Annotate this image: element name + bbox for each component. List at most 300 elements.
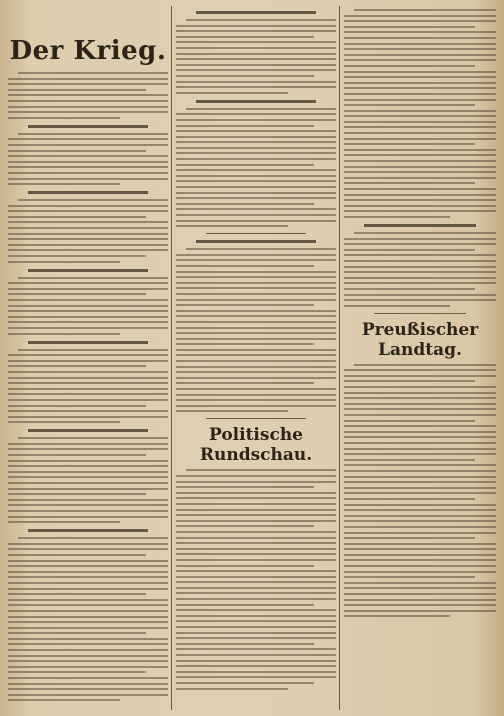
text-line xyxy=(176,197,336,199)
text-line xyxy=(344,380,475,382)
text-line xyxy=(8,560,168,562)
text-line xyxy=(176,175,336,177)
text-line xyxy=(344,31,496,33)
text-line xyxy=(344,249,475,251)
text-line xyxy=(176,299,336,301)
text-line xyxy=(344,115,496,117)
text-line xyxy=(176,58,336,60)
text-line xyxy=(176,604,314,606)
text-line xyxy=(176,548,336,550)
subheading-bar xyxy=(364,224,476,227)
text-line xyxy=(344,71,496,73)
text-line xyxy=(8,410,168,412)
text-line xyxy=(8,377,168,379)
text-line xyxy=(176,503,336,505)
text-line xyxy=(8,493,146,495)
text-line xyxy=(8,616,168,618)
text-line xyxy=(176,481,336,483)
text-line xyxy=(8,677,168,679)
text-line xyxy=(176,47,336,49)
text-block xyxy=(344,364,496,618)
text-line xyxy=(176,592,336,594)
text-line xyxy=(344,59,496,61)
text-line xyxy=(8,521,120,523)
text-line xyxy=(8,221,168,223)
text-line xyxy=(8,499,168,501)
text-line xyxy=(8,593,146,595)
text-line xyxy=(186,108,336,110)
text-line xyxy=(8,227,168,229)
text-line xyxy=(344,149,496,151)
text-line xyxy=(176,169,336,171)
text-line xyxy=(176,349,336,351)
text-line xyxy=(176,559,336,561)
text-line xyxy=(176,497,336,499)
text-line xyxy=(176,338,336,340)
text-block xyxy=(176,108,336,227)
text-line xyxy=(8,210,168,212)
text-line xyxy=(344,420,475,422)
text-line xyxy=(344,171,496,173)
text-line xyxy=(344,177,496,179)
text-line xyxy=(344,288,475,290)
subheading-bar xyxy=(28,341,148,344)
text-line xyxy=(8,405,146,407)
text-line xyxy=(344,403,496,405)
text-line xyxy=(8,155,168,157)
text-line xyxy=(8,305,168,307)
text-line xyxy=(8,161,168,163)
left-column xyxy=(8,6,168,710)
text-line xyxy=(8,683,168,685)
text-line xyxy=(8,448,168,450)
text-line xyxy=(176,276,336,278)
text-line xyxy=(344,498,475,500)
text-line xyxy=(344,526,496,528)
text-line xyxy=(176,180,336,182)
text-line xyxy=(8,166,168,168)
text-line xyxy=(344,565,496,567)
text-line xyxy=(344,369,496,371)
text-line xyxy=(176,25,336,27)
text-line xyxy=(176,360,336,362)
text-line xyxy=(344,48,496,50)
text-line xyxy=(176,626,336,628)
text-line xyxy=(344,260,496,262)
text-line xyxy=(176,371,336,373)
text-line xyxy=(176,203,314,205)
text-line xyxy=(344,54,496,56)
text-line xyxy=(8,599,168,601)
text-line xyxy=(344,93,496,95)
text-line xyxy=(344,99,496,101)
text-line xyxy=(8,244,168,246)
text-line xyxy=(176,41,336,43)
text-block xyxy=(176,469,336,689)
text-line xyxy=(344,299,496,301)
text-line xyxy=(8,416,168,418)
text-line xyxy=(344,76,496,78)
text-line xyxy=(176,410,288,412)
text-line xyxy=(8,310,168,312)
text-line xyxy=(8,150,146,152)
text-line xyxy=(176,388,336,390)
text-line xyxy=(344,504,496,506)
text-line xyxy=(176,660,336,662)
text-line xyxy=(18,199,168,201)
text-line xyxy=(344,277,496,279)
text-line xyxy=(344,104,475,106)
text-line xyxy=(176,75,314,77)
text-line xyxy=(176,343,314,345)
text-line xyxy=(344,160,496,162)
text-line xyxy=(344,166,496,168)
text-line xyxy=(8,649,168,651)
text-line xyxy=(176,676,336,678)
text-line xyxy=(176,643,314,645)
text-line xyxy=(176,310,336,312)
text-line xyxy=(18,537,168,539)
text-line xyxy=(176,542,336,544)
text-line xyxy=(176,405,336,407)
text-line xyxy=(344,386,496,388)
text-line xyxy=(344,216,450,218)
headline-landtag: Preußischer Landtag. xyxy=(361,319,479,360)
text-line xyxy=(176,64,336,66)
text-block xyxy=(8,72,168,119)
text-line xyxy=(8,621,168,623)
text-line xyxy=(176,293,336,295)
text-line xyxy=(176,125,314,127)
text-line xyxy=(344,238,496,240)
text-line xyxy=(344,132,496,134)
text-line xyxy=(344,305,450,307)
text-line xyxy=(186,248,336,250)
text-line xyxy=(8,504,168,506)
text-line xyxy=(8,393,168,395)
text-line xyxy=(176,53,336,55)
subheading-bar xyxy=(196,11,316,14)
text-line xyxy=(344,243,496,245)
text-line xyxy=(344,453,496,455)
text-line xyxy=(8,288,168,290)
text-line xyxy=(176,486,314,488)
text-line xyxy=(8,471,168,473)
text-line xyxy=(176,366,336,368)
text-line xyxy=(344,87,496,89)
text-line xyxy=(176,576,336,578)
text-line xyxy=(176,682,314,684)
text-line xyxy=(344,431,496,433)
text-line xyxy=(176,615,336,617)
text-line xyxy=(176,520,336,522)
text-line xyxy=(176,637,336,639)
text-line xyxy=(176,581,336,583)
text-line xyxy=(8,316,168,318)
text-line xyxy=(354,232,496,234)
text-line xyxy=(344,154,496,156)
subheading-bar xyxy=(28,429,148,432)
text-line xyxy=(176,36,314,38)
text-block xyxy=(344,232,496,307)
text-line xyxy=(176,587,336,589)
text-line xyxy=(176,394,336,396)
text-line xyxy=(176,492,336,494)
text-line xyxy=(176,570,336,572)
subheading-bar xyxy=(196,100,316,103)
text-line xyxy=(8,293,146,295)
text-line xyxy=(8,688,168,690)
text-line xyxy=(344,271,496,273)
text-line xyxy=(344,205,496,207)
text-line xyxy=(8,111,168,113)
text-line xyxy=(176,354,336,356)
text-line xyxy=(8,610,168,612)
text-line xyxy=(344,476,496,478)
text-line xyxy=(8,138,168,140)
text-line xyxy=(8,488,168,490)
text-line xyxy=(8,388,168,390)
text-line xyxy=(344,210,496,212)
text-line xyxy=(176,620,336,622)
text-line xyxy=(186,469,336,471)
text-line xyxy=(344,121,496,123)
text-line xyxy=(186,19,336,21)
text-line xyxy=(8,443,168,445)
text-line xyxy=(8,255,146,257)
text-line xyxy=(176,265,314,267)
text-line xyxy=(8,172,168,174)
text-line xyxy=(344,487,496,489)
text-line xyxy=(176,69,336,71)
text-line xyxy=(344,593,496,595)
text-line xyxy=(8,354,168,356)
text-line xyxy=(8,249,168,251)
text-line xyxy=(176,220,336,222)
text-line xyxy=(344,194,496,196)
text-line xyxy=(8,699,120,701)
text-line xyxy=(344,515,496,517)
subheading-bar xyxy=(28,125,148,128)
text-line xyxy=(176,186,336,188)
text-block xyxy=(8,537,168,701)
text-line xyxy=(8,510,168,512)
text-line xyxy=(176,671,336,673)
text-line xyxy=(344,599,496,601)
text-line xyxy=(8,655,168,657)
text-line xyxy=(344,188,496,190)
text-line xyxy=(8,94,168,96)
text-line xyxy=(354,364,496,366)
text-line xyxy=(344,182,475,184)
text-block xyxy=(344,9,496,218)
text-line xyxy=(344,582,496,584)
text-line xyxy=(344,414,496,416)
text-line xyxy=(176,208,336,210)
subheading-bar xyxy=(28,269,148,272)
text-line xyxy=(176,332,336,334)
text-line xyxy=(344,464,496,466)
subheading-bar xyxy=(28,191,148,194)
text-line xyxy=(344,254,496,256)
text-line xyxy=(176,598,336,600)
text-block xyxy=(8,199,168,263)
text-block xyxy=(8,277,168,335)
text-line xyxy=(18,133,168,135)
text-line xyxy=(176,377,336,379)
subheading-bar xyxy=(196,240,316,243)
separator xyxy=(206,418,306,419)
text-line xyxy=(344,397,496,399)
text-line xyxy=(344,266,496,268)
text-line xyxy=(176,287,336,289)
text-block xyxy=(8,133,168,185)
right-column xyxy=(344,6,496,710)
text-block xyxy=(176,19,336,94)
text-line xyxy=(344,492,496,494)
text-line xyxy=(176,648,336,650)
text-line xyxy=(176,321,336,323)
text-line xyxy=(344,138,496,140)
text-line xyxy=(176,531,336,533)
text-line xyxy=(8,117,120,119)
text-line xyxy=(344,37,496,39)
text-line xyxy=(344,15,496,17)
text-line xyxy=(8,327,168,329)
text-line xyxy=(8,548,168,550)
text-line xyxy=(8,632,146,634)
text-line xyxy=(8,627,168,629)
text-line xyxy=(176,86,336,88)
text-line xyxy=(8,454,146,456)
text-line xyxy=(176,214,336,216)
text-line xyxy=(176,271,336,273)
text-line xyxy=(8,371,168,373)
text-line xyxy=(8,233,168,235)
text-line xyxy=(8,660,168,662)
text-line xyxy=(8,360,168,362)
text-line xyxy=(8,83,168,85)
text-line xyxy=(176,130,336,132)
text-line xyxy=(344,576,475,578)
text-line xyxy=(8,516,168,518)
middle-column xyxy=(176,6,336,710)
text-line xyxy=(344,375,496,377)
column-rule xyxy=(339,6,340,710)
text-line xyxy=(8,694,168,696)
text-line xyxy=(176,152,336,154)
text-line xyxy=(344,587,496,589)
text-block xyxy=(8,437,168,523)
text-line xyxy=(176,475,336,477)
headline-politics: Politische Rundschau. xyxy=(199,425,313,466)
text-line xyxy=(176,92,288,94)
text-line xyxy=(344,43,496,45)
text-line xyxy=(176,537,336,539)
text-line xyxy=(8,460,168,462)
text-line xyxy=(344,448,496,450)
text-line xyxy=(8,576,168,578)
text-line xyxy=(176,259,336,261)
text-line xyxy=(344,392,496,394)
headline-war: Der Krieg. xyxy=(9,36,167,66)
text-line xyxy=(8,183,120,185)
column-rule xyxy=(171,6,172,710)
text-line xyxy=(344,282,496,284)
separator xyxy=(374,313,466,314)
text-line xyxy=(8,671,146,673)
text-line xyxy=(8,365,146,367)
text-line xyxy=(8,588,168,590)
text-line xyxy=(344,408,496,410)
text-line xyxy=(344,436,496,438)
text-line xyxy=(344,520,496,522)
text-line xyxy=(176,81,336,83)
text-line xyxy=(354,9,496,11)
text-line xyxy=(8,106,168,108)
text-line xyxy=(8,238,168,240)
text-line xyxy=(8,89,146,91)
text-line xyxy=(176,192,336,194)
text-line xyxy=(8,604,168,606)
text-line xyxy=(176,147,336,149)
separator xyxy=(206,233,306,234)
text-line xyxy=(176,525,314,527)
text-line xyxy=(344,425,496,427)
text-line xyxy=(8,261,120,263)
text-line xyxy=(176,553,336,555)
text-line xyxy=(8,571,168,573)
text-line xyxy=(8,282,168,284)
text-line xyxy=(344,571,496,573)
text-line xyxy=(344,442,496,444)
text-line xyxy=(344,143,475,145)
text-line xyxy=(344,548,496,550)
text-line xyxy=(176,509,336,511)
text-line xyxy=(176,514,336,516)
text-block xyxy=(8,349,168,424)
text-line xyxy=(176,141,336,143)
text-line xyxy=(176,225,288,227)
text-line xyxy=(176,654,336,656)
text-line xyxy=(8,421,120,423)
text-line xyxy=(8,216,146,218)
text-line xyxy=(344,532,496,534)
text-line xyxy=(344,537,475,539)
text-line xyxy=(8,78,168,80)
text-line xyxy=(8,643,168,645)
text-line xyxy=(344,610,496,612)
text-line xyxy=(8,666,168,668)
text-line xyxy=(344,65,475,67)
subheading-bar xyxy=(28,529,148,532)
text-line xyxy=(344,604,496,606)
text-block xyxy=(176,248,336,412)
text-line xyxy=(8,554,146,556)
text-line xyxy=(344,470,496,472)
text-line xyxy=(176,632,336,634)
text-line xyxy=(8,476,168,478)
text-line xyxy=(176,327,336,329)
text-line xyxy=(18,277,168,279)
text-line xyxy=(8,321,168,323)
text-line xyxy=(8,638,168,640)
text-line xyxy=(344,509,496,511)
text-line xyxy=(176,315,336,317)
text-line xyxy=(8,178,168,180)
text-line xyxy=(344,294,496,296)
text-line xyxy=(8,299,168,301)
